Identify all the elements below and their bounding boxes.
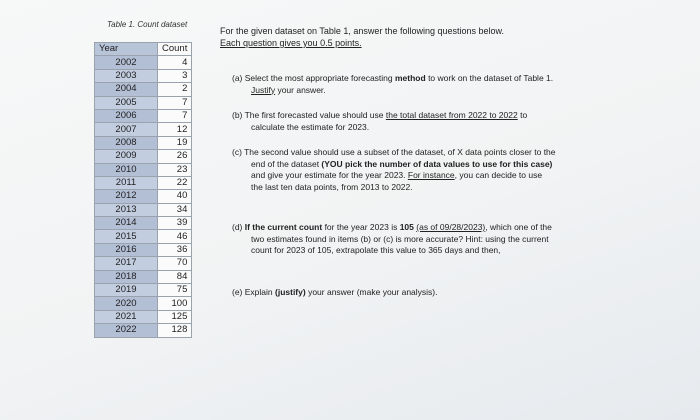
count-table (94, 42, 192, 338)
table-row (95, 190, 192, 203)
count-cell: 23 (158, 163, 192, 176)
table-row (95, 217, 192, 230)
year-cell: 2014 (95, 217, 158, 230)
table-row (95, 324, 192, 337)
year-cell: 2020 (95, 297, 158, 310)
table-row (95, 176, 192, 189)
table-row (95, 69, 192, 82)
instructions-line: For the given dataset on Table 1, answer the following questions below. (220, 26, 505, 36)
count-column-header: Count (158, 43, 192, 56)
table-row (95, 310, 192, 323)
table-header-row (95, 43, 192, 56)
year-cell: 2018 (95, 270, 158, 283)
year-cell: 2011 (95, 176, 158, 189)
count-cell: 39 (158, 217, 192, 230)
table-row (95, 270, 192, 283)
table-row (95, 257, 192, 270)
year-cell: 2002 (95, 56, 158, 69)
table-row (95, 243, 192, 256)
question-e: (e) Explain (justify) your answer (make your analysis). (232, 287, 438, 297)
question-c: (c) The second value should use a subset of the dataset, of X data points closer to the end of the dataset (YOU pick the number of data values to use for this case) and give your estimate for the year 2023. For instance, you can decide to use the last ten data points, from 2013 to 2022. (232, 147, 556, 192)
year-cell: 2022 (95, 324, 158, 337)
count-cell: 7 (158, 96, 192, 109)
count-cell: 12 (158, 123, 192, 136)
table-row (95, 150, 192, 163)
year-cell: 2010 (95, 163, 158, 176)
year-cell: 2009 (95, 150, 158, 163)
year-cell: 2007 (95, 123, 158, 136)
year-cell: 2019 (95, 284, 158, 297)
count-cell: 46 (158, 230, 192, 243)
question-d: (d) If the current count for the year 2023 is 105 (as of 09/28/2023), which one of the two estimates found in items (b) or (c) is more accurate? Hint: using the current count for 2023 of 105, extrapolate this value to 365 days and then, (232, 222, 552, 255)
count-cell: 4 (158, 56, 192, 69)
count-cell: 128 (158, 324, 192, 337)
count-cell: 100 (158, 297, 192, 310)
year-cell: 2003 (95, 69, 158, 82)
count-cell: 19 (158, 136, 192, 149)
table-row (95, 109, 192, 122)
year-cell: 2013 (95, 203, 158, 216)
year-cell: 2005 (95, 96, 158, 109)
count-cell: 70 (158, 257, 192, 270)
table-row (95, 83, 192, 96)
year-cell: 2012 (95, 190, 158, 203)
table-row (95, 284, 192, 297)
table-row (95, 123, 192, 136)
count-cell: 7 (158, 109, 192, 122)
count-cell: 26 (158, 150, 192, 163)
year-cell: 2016 (95, 243, 158, 256)
count-cell: 3 (158, 69, 192, 82)
year-cell: 2008 (95, 136, 158, 149)
count-cell: 36 (158, 243, 192, 256)
year-cell: 2021 (95, 310, 158, 323)
year-cell: 2015 (95, 230, 158, 243)
year-cell: 2006 (95, 109, 158, 122)
count-cell: 75 (158, 284, 192, 297)
question-b: (b) The first forecasted value should use the total dataset from 2022 to 2022 to calculate the estimate for 2023. (232, 110, 528, 132)
count-cell: 84 (158, 270, 192, 283)
count-cell: 34 (158, 203, 192, 216)
table-row (95, 96, 192, 109)
year-cell: 2004 (95, 83, 158, 96)
count-cell: 22 (158, 176, 192, 189)
year-cell: 2017 (95, 257, 158, 270)
instructions (220, 25, 550, 49)
table-caption: Table 1. Count dataset (107, 20, 188, 29)
table-row (95, 136, 192, 149)
table-row (95, 56, 192, 69)
table-row (95, 230, 192, 243)
count-cell: 125 (158, 310, 192, 323)
table-row (95, 297, 192, 310)
year-column-header: Year (95, 43, 158, 56)
question-a: (a) Select the most appropriate forecasting method to work on the dataset of Table 1. Justify your answer. (232, 73, 554, 95)
count-cell: 40 (158, 190, 192, 203)
table-row (95, 163, 192, 176)
points-note: Each question gives you 0.5 points. (220, 38, 362, 48)
table-row (95, 203, 192, 216)
count-cell: 2 (158, 83, 192, 96)
